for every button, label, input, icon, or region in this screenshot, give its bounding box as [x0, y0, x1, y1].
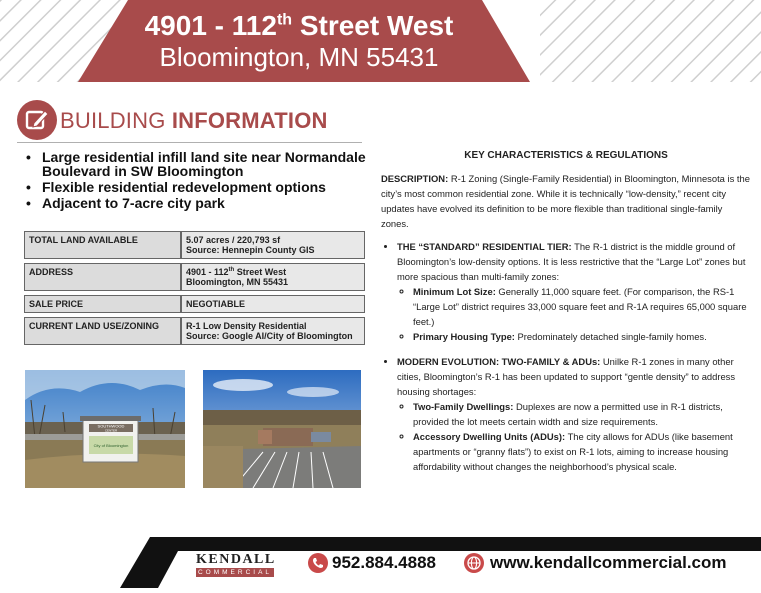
address-title: 4901 - 112th Street West: [144, 10, 454, 41]
sign-line3: City of Bloomington: [93, 443, 129, 448]
standard-list: [381, 239, 751, 344]
address-value: 4901 - 112th Street West Bloomington, MN 55431: [181, 263, 365, 291]
table-row: [24, 263, 365, 291]
property-info-table: [24, 227, 365, 349]
housing-type-item: ◦ Primary Housing Type: Predominately detached single-family homes.: [413, 329, 751, 344]
edit-icon: [17, 100, 57, 140]
characteristics-heading: KEY CHARACTERISTICS & REGULATIONS: [464, 150, 668, 161]
globe-icon: [464, 553, 484, 573]
header-banner: [0, 0, 761, 82]
highlight-item: • Flexible residential redevelopment options: [26, 180, 366, 194]
sale-price-label: SALE PRICE: [24, 295, 181, 313]
total-land-value: 5.07 acres / 220,793 sf Source: Hennepin County GIS: [181, 231, 365, 259]
land-use-label: CURRENT LAND USE/ZONING: [24, 317, 181, 345]
total-land-label: TOTAL LAND AVAILABLE: [24, 231, 181, 259]
aerial-photo: [203, 370, 361, 488]
section-divider: [17, 142, 362, 143]
sale-price-value: NEGOTIABLE: [181, 295, 365, 313]
description-paragraph: DESCRIPTION: R-1 Zoning (Single-Family Residential) in Bloomington, Minnesota is the city’s most common residential zone. While it is technically “low-density,” recent city updates have evolved its definition to be more flexible than traditional single-family zones.: [381, 173, 750, 229]
sign-line2: CENTER: [104, 428, 118, 433]
table-row: [24, 231, 365, 259]
two-family-item: ◦ Two-Family Dwellings: Duplexes are now a permitted use in R-1 districts, provided the lot meets certain width and size requirements.: [413, 399, 751, 429]
table-row: [24, 317, 365, 345]
land-use-value: R-1 Low Density Residential Source: Google AI/City of Bloomington: [181, 317, 365, 345]
city-title: Bloomington, MN 55431: [159, 42, 439, 72]
site-sign-photo: [25, 370, 185, 488]
standard-item: • THE “STANDARD” RESIDENTIAL TIER: The R-1 district is the middle ground of Bloomington’s low-density options. It is less restrictive that the “Large Lot” zones but more spacious than multi-family zones: ◦ Minimum Lot Size: Generally 11,000 square feet. (For comparison, the RS-1 “Large Lot” district requires 33,000 square feet and R-1A requires 65,000 square feet.) ◦ Primary Housing Type: Predominately detached single-family homes.: [397, 239, 751, 344]
modern-item: • MODERN EVOLUTION: TWO-FAMILY & ADUs: Unilke R-1 zones in many other cities, Bloomington’s R-1 has been updated to support “gentle density” to address housing shortages: ◦ Two-Family Dwellings: Duplexes are now a permitted use in R-1 districts, provided the lot meets certain width and size requirements. ◦ Accessory Dwelling Units (ADUs): The city allows for ADUs (like basement apartments or “granny flats”) to exist on R-1 lots, aiming to increase housing affordability without changes the neighborhood’s physical scale.: [397, 354, 751, 474]
highlight-item: • Large residential infill land site near Normandale Boulevard in SW Bloomington: [26, 150, 366, 178]
table-row: [24, 295, 365, 313]
phone-icon: [308, 553, 328, 573]
lot-size-item: ◦ Minimum Lot Size: Generally 11,000 square feet. (For comparison, the RS-1 “Large Lot” district requires 33,000 square feet and R-1A requires 65,000 square feet.): [413, 284, 751, 329]
sign-line1: SOUTHWOOD: [97, 423, 125, 429]
highlight-item: • Adjacent to 7-acre city park: [26, 196, 366, 210]
address-label: ADDRESS: [24, 263, 181, 291]
modern-list: [381, 354, 751, 474]
adu-item: ◦ Accessory Dwelling Units (ADUs): The city allows for ADUs (like basement apartments or “granny flats”) to exist on R-1 lots, aiming to increase housing affordability without changes the neighborhood’s physical scale.: [413, 429, 751, 474]
website-link[interactable]: www.kendallcommercial.com: [490, 553, 727, 572]
section-title: BUILDING INFORMATION: [60, 108, 328, 133]
characteristics-panel: [381, 148, 751, 484]
phone-number[interactable]: 952.884.4888: [332, 553, 436, 572]
highlights-list: [26, 150, 366, 212]
company-logo[interactable]: KENDALL COMMERCIAL: [196, 552, 276, 576]
